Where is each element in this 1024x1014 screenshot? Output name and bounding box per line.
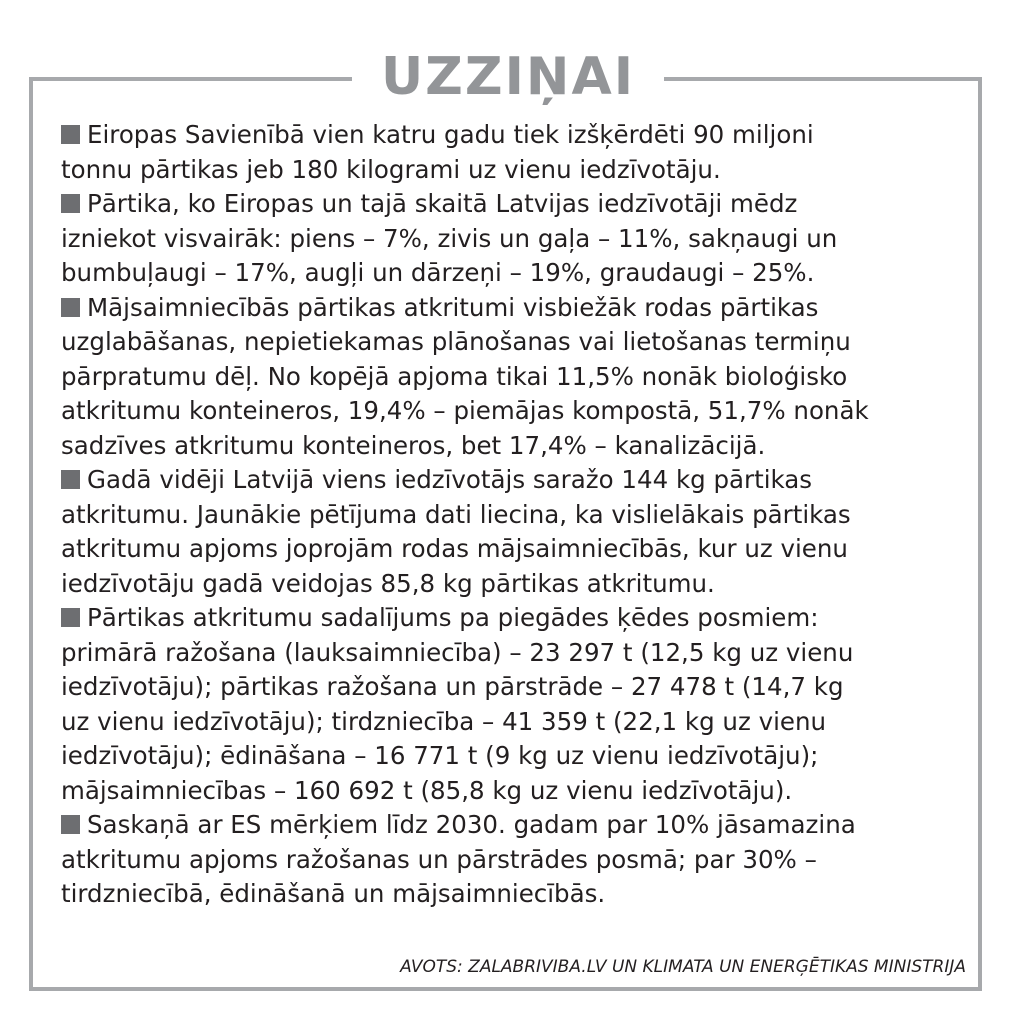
- info-item-text: Eiropas Savienībā vien katru gadu tiek izšķērdēti 90 miljoni tonnu pārtikas jeb 180 kilogrami uz vienu iedzīvotāju.: [61, 120, 814, 184]
- square-bullet-icon: [61, 608, 80, 627]
- info-item-text: Pārtika, ko Eiropas un tajā skaitā Latvijas iedzīvotāji mēdz izniekot visvairāk: piens – 7%, zivis un gaļa – 11%, sakņaugi un bumbuļaugi – 17%, augļi un dārzeņi – 19%, graudaugi – 25%.: [61, 189, 838, 287]
- square-bullet-icon: [61, 298, 80, 317]
- info-item-food-types: [61, 187, 961, 291]
- square-bullet-icon: [61, 470, 80, 489]
- info-item-text: Mājsaimniecībās pārtikas atkritumi visbiežāk rodas pārtikas uzglabāšanas, nepietiekamas plānošanas vai lietošanas termiņu pārpratumu dēļ. No kopējā apjoma tikai 11,5% nonāk bioloģisko atkritumu konteineros, 19,4% – piemājas kompostā, 51,7% nonāk sadzīves atkritumu konteineros, bet 17,4% – kanalizācijā.: [61, 292, 869, 460]
- box-title: UZZIŅAI: [352, 48, 664, 106]
- square-bullet-icon: [61, 194, 80, 213]
- source-note: AVOTS: ZALABRIVIBA.LV UN KLIMATA UN ENERĢĒTIKAS MINISTRIJA: [400, 957, 966, 977]
- info-item-supply-chain: [61, 601, 961, 808]
- info-item-eu-waste: [61, 118, 961, 187]
- square-bullet-icon: [61, 815, 80, 834]
- info-item-text: Pārtikas atkritumu sadalījums pa piegādes ķēdes posmiem: primārā ražošana (lauksaimniecība) – 23 297 t (12,5 kg uz vienu iedzīvotāju); pārtikas ražošana un pārstrāde – 27 478 t (14,7 kg uz vienu iedzīvotāju); tirdzniecība – 41 359 t (22,1 kg uz vienu iedzīvotāju); ēdināšana – 16 771 t (9 kg uz vienu iedzīvotāju); mājsaimniecības – 160 692 t (85,8 kg uz vienu iedzīvotāju).: [61, 603, 854, 805]
- info-item-text: Gadā vidēji Latvijā viens iedzīvotājs saražo 144 kg pārtikas atkritumu. Jaunākie pētījuma dati liecina, ka vislielākais pārtikas atkritumu apjoms joprojām rodas mājsaimniecībās, kur uz vienu iedzīvotāju gadā veidojas 85,8 kg pārtikas atkritumu.: [61, 465, 851, 598]
- square-bullet-icon: [61, 125, 80, 144]
- info-list: [61, 118, 961, 912]
- info-item-per-capita: [61, 463, 961, 601]
- info-item-text: Saskaņā ar ES mērķiem līdz 2030. gadam par 10% jāsamazina atkritumu apjoms ražošanas un pārstrādes posmā; par 30% – tirdzniecībā, ēdināšanā un mājsaimniecībās.: [61, 810, 856, 908]
- info-item-eu-goals: [61, 808, 961, 912]
- info-item-household-causes: [61, 291, 961, 464]
